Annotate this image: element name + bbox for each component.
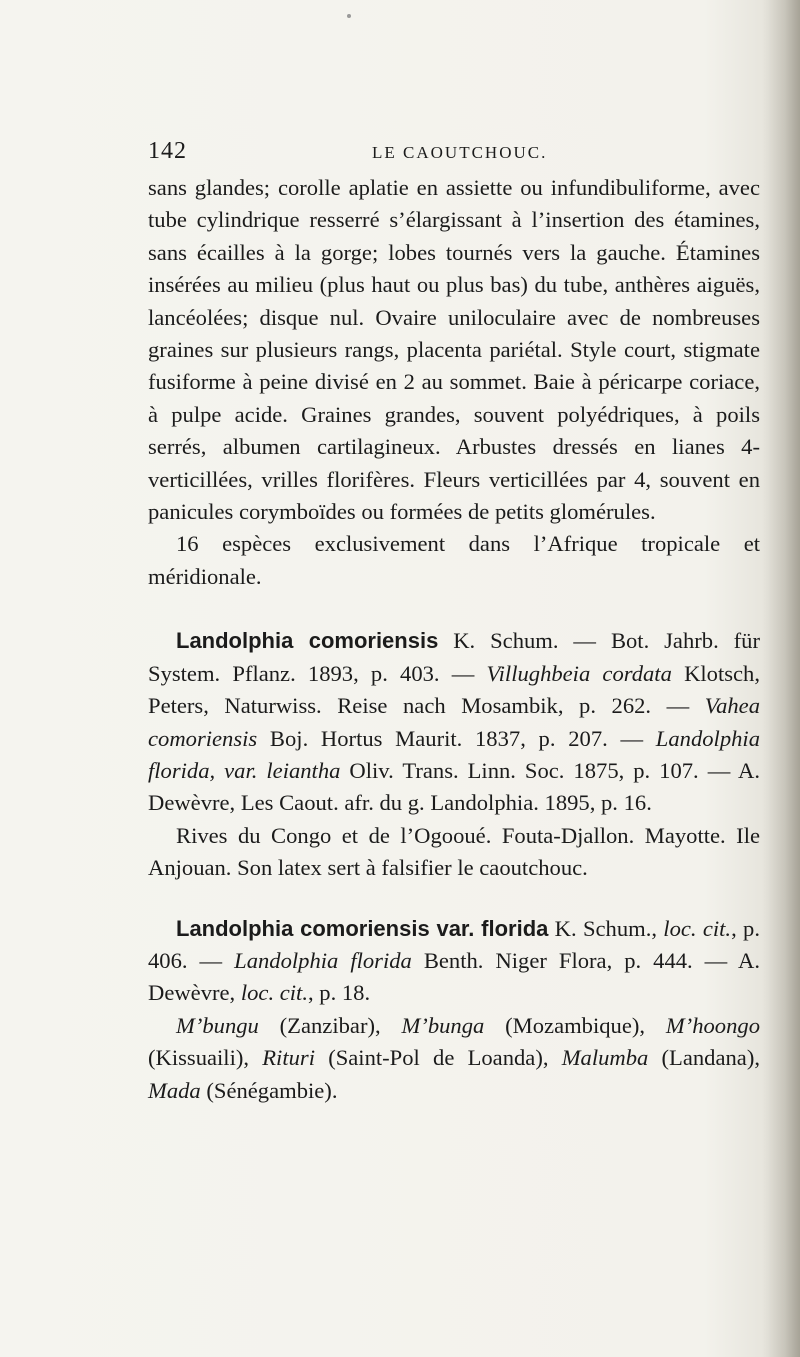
- paragraph-species-count: 16 espèces exclusivement dans l’Afrique tropicale et méridionale.: [148, 531, 760, 589]
- entry-habitat: Rives du Congo et de l’Ogooué. Fouta-Djallon. Mayotte. Ile Anjouan. Son latex sert à falsifier le caoutchouc.: [148, 822, 760, 881]
- body-text: [148, 172, 760, 1107]
- entry-title: Landolphia comoriensis: [176, 628, 439, 654]
- citation-text: K. Schum. — Bot. Jahrb. für System. Pflanz. 1893, p. 403. —: [148, 628, 760, 686]
- synonym-italic: Landolphia florida: [234, 947, 412, 973]
- vernacular-name: M’hoongo: [665, 1012, 760, 1038]
- page-number: 142: [148, 138, 187, 164]
- vernacular-name: Malumba: [561, 1045, 649, 1071]
- paragraph-description: sans glandes; corolle aplatie en assiette ou infundibuliforme, avec tube cylindrique resserré s’élargissant à l’insertion des étamines, sans écailles à la gorge; lobes tournés vers la gauche. Étamines insérées au milieu (plus haut ou plus bas) du tube, anthères aiguës, lancéolées; disque nul. Ovaire uniloculaire avec de nombreuses graines sur plusieurs rangs, placenta pariétal. Style court, stigmate fusiforme à peine divisé en 2 au sommet. Baie à péricarpe coriace, à pulpe acide. Graines grandes, souvent polyédriques, à poils serrés, albumen cartilagineux. Arbustes dressés en lianes 4-verticillées, vrilles florifères. Fleurs verticillées par 4, souvent en panicules corymboïdes ou formées de petits glomérules.: [148, 175, 760, 525]
- vernacular-name: Rituri: [262, 1045, 315, 1071]
- citation-italic: loc. cit.: [663, 915, 732, 941]
- citation-text: Oliv. Trans. Linn. Soc. 1875, p. 107. — A. Dewèvre, Les Caout. afr. du g. Landolphia. 1895, p. 16.: [148, 757, 760, 816]
- region-text: (Zanzibar),: [258, 1012, 402, 1038]
- page-edge-shadow: [762, 0, 800, 1357]
- region-text: (Landana),: [648, 1045, 760, 1071]
- synonym-italic: Landolphia florida, var. leiantha: [148, 725, 760, 783]
- region-text: (Mozambique),: [484, 1012, 666, 1038]
- citation-text: Benth. Niger Flora, p. 444. — A. Dewèvre,: [148, 947, 760, 1006]
- citation-italic: loc. cit.: [240, 980, 308, 1006]
- vernacular-name: Mada: [148, 1077, 201, 1103]
- running-title: LE CAOUTCHOUC.: [372, 143, 548, 162]
- vernacular-name: M’bungu: [176, 1012, 259, 1038]
- synonym-italic: Villughbeia cordata: [486, 660, 672, 686]
- synonym-italic: Vahea comoriensis: [148, 693, 760, 751]
- vernacular-name: M’bunga: [401, 1012, 485, 1038]
- region-text: (Kissuaili),: [148, 1045, 263, 1071]
- citation-text: , p. 18.: [307, 980, 371, 1006]
- citation-text: Boj. Hortus Maurit. 1837, p. 207. —: [257, 725, 656, 751]
- paper-speck: [347, 14, 351, 18]
- region-text: (Sénégambie).: [200, 1077, 338, 1103]
- region-text: (Saint-Pol de Loanda),: [314, 1045, 562, 1071]
- running-head: [148, 138, 668, 168]
- entry-landolphia-comoriensis: [148, 625, 760, 819]
- vernacular-names: [148, 1010, 760, 1107]
- citation-text: Klotsch, Peters, Naturwiss. Reise nach Mosambik, p. 262. —: [148, 660, 760, 719]
- entry-landolphia-comoriensis-florida: [148, 913, 760, 1010]
- citation-text: K. Schum.,: [548, 915, 664, 941]
- citation-text: , p. 406. —: [148, 915, 760, 973]
- entry-title: Landolphia comoriensis var. florida: [176, 915, 549, 941]
